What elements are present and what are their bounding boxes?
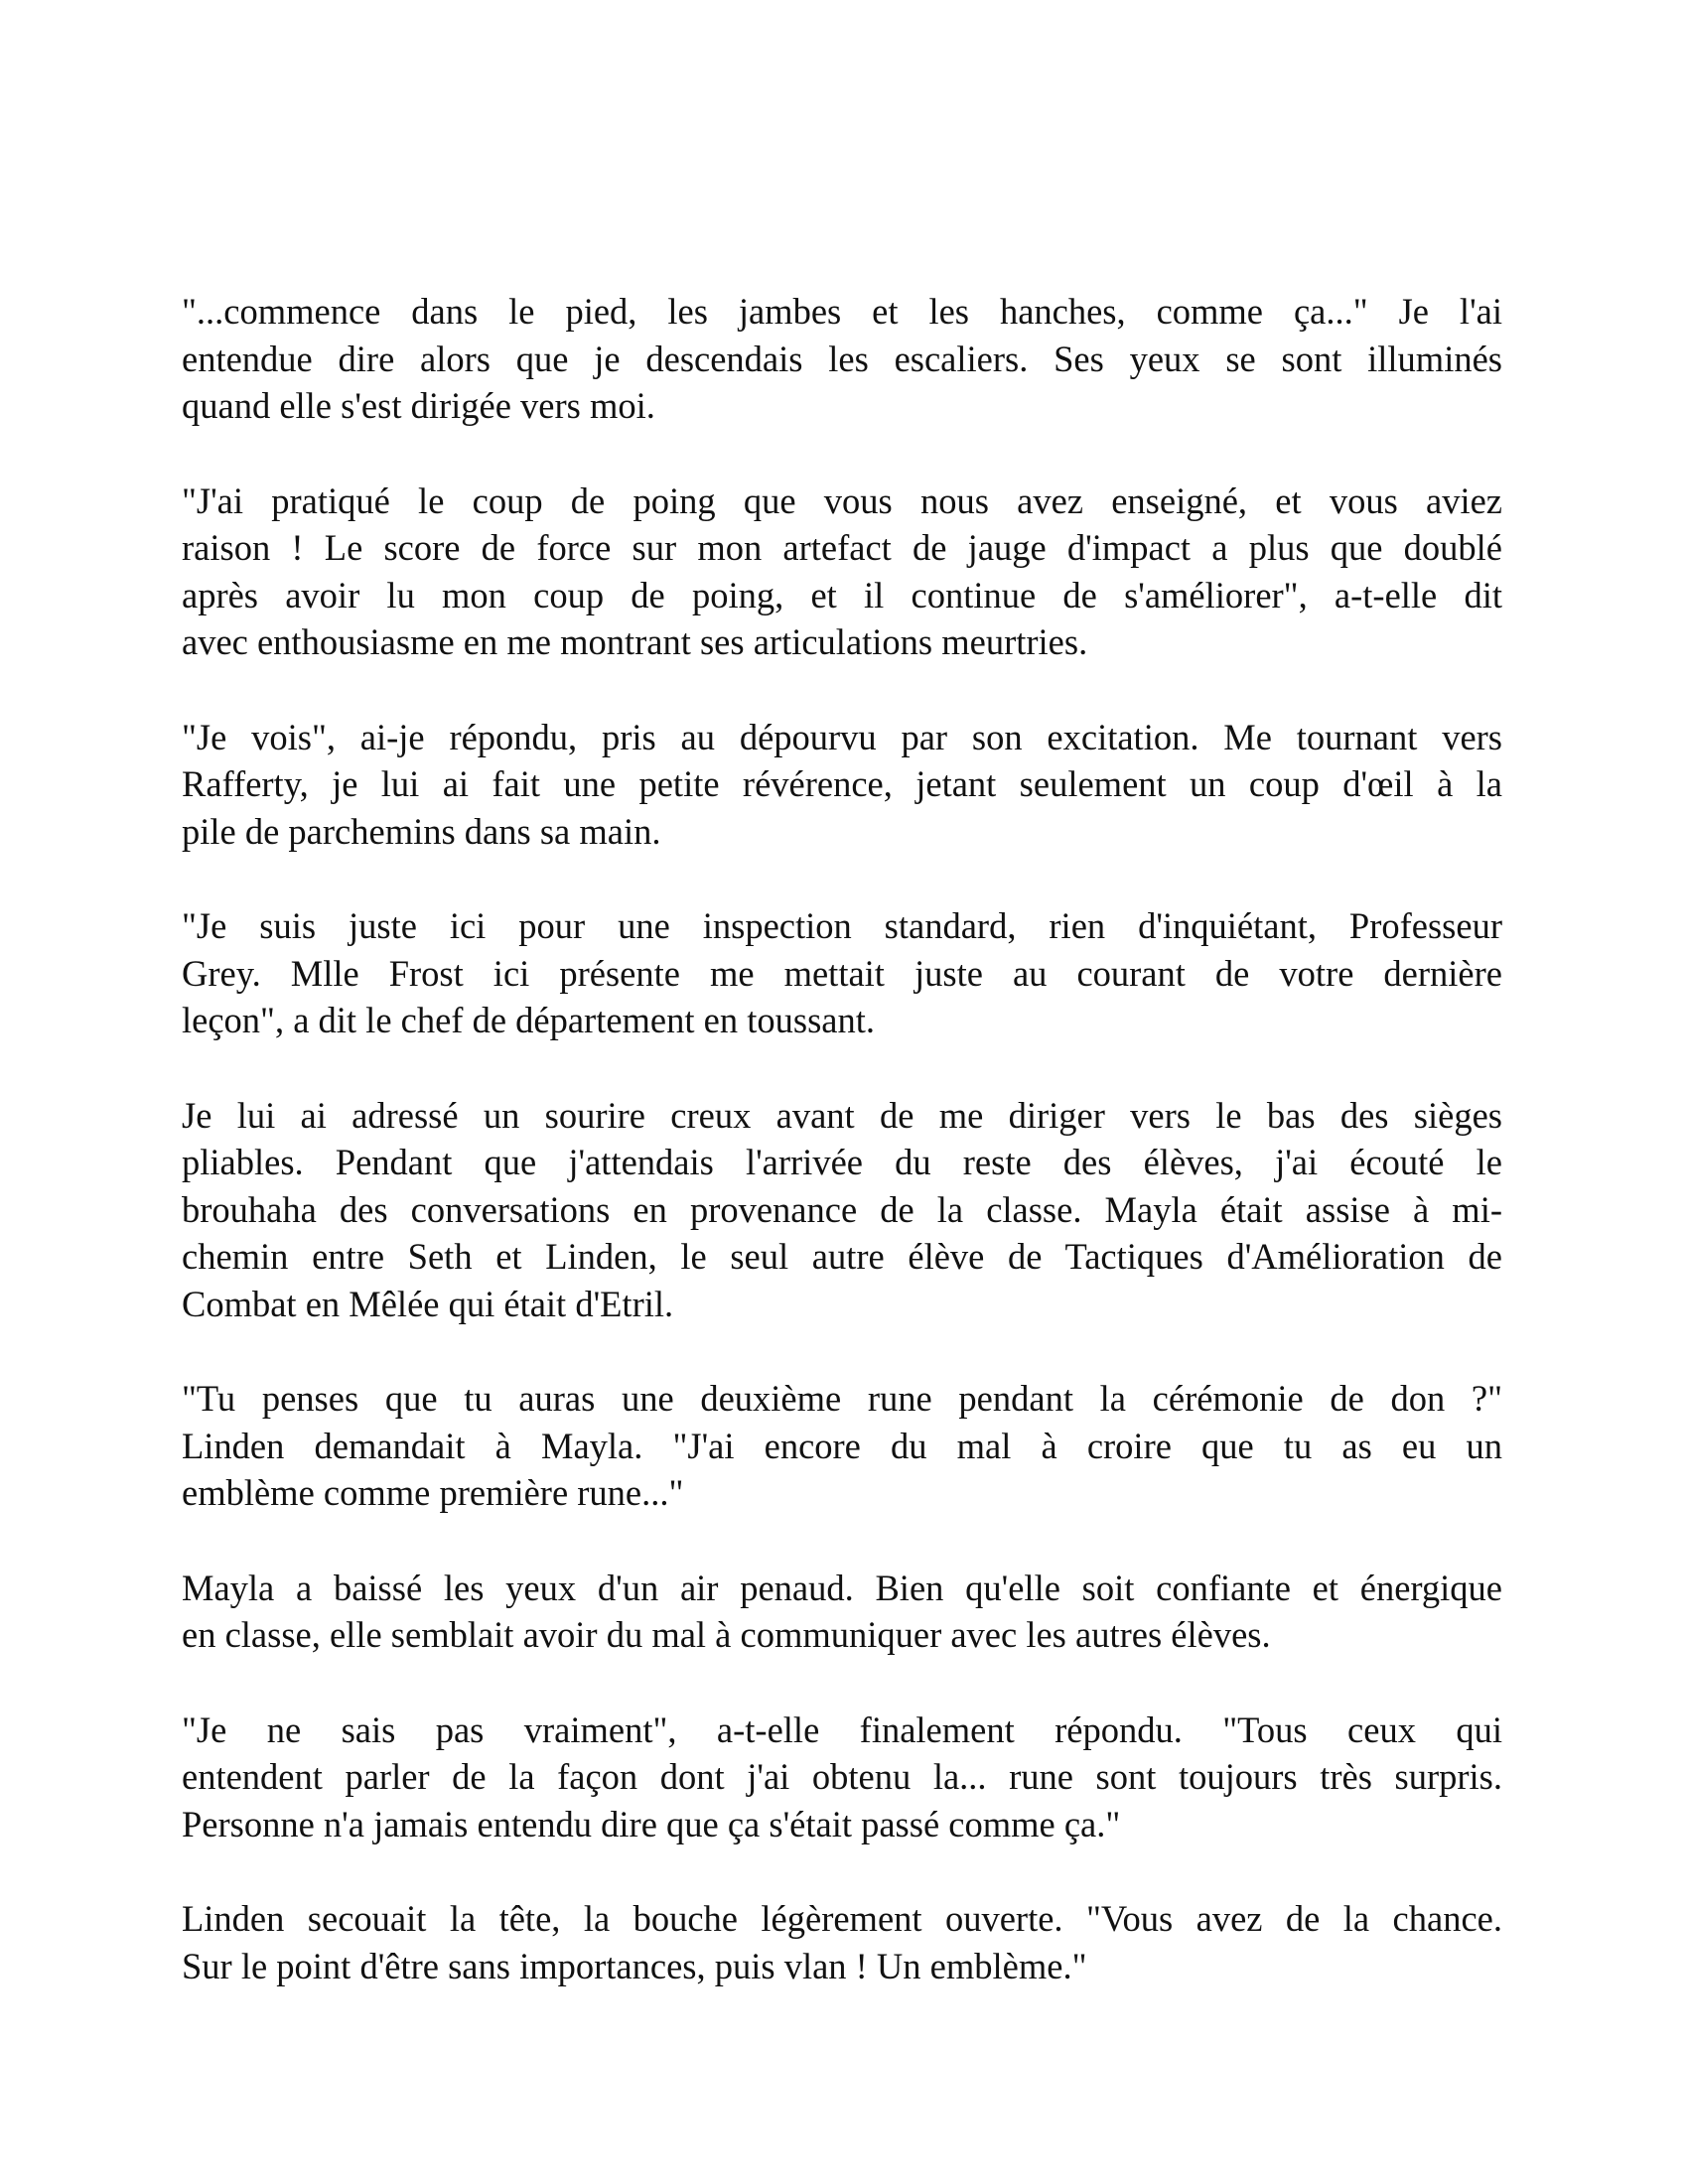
document-page (182, 288, 1502, 2037)
text-line: "Je suis juste ici pour une inspection standard, rien d'inquiétant, Professeur (182, 905, 1502, 946)
text-line: Grey. Mlle Frost ici présente me mettait juste au courant de votre dernière (182, 952, 1502, 994)
text-line: raison ! Le score de force sur mon artefact de jauge d'impact a plus que doublé (182, 527, 1502, 568)
text-line: Combat en Mêlée qui était d'Etril. (182, 1283, 674, 1324)
text-line: entendent parler de la façon dont j'ai obtenu la... rune sont toujours très surpris. (182, 1756, 1502, 1797)
paragraph-6 (182, 1375, 1502, 1517)
paragraph-9 (182, 1895, 1502, 1989)
text-line: pliables. Pendant que j'attendais l'arrivée du reste des élèves, j'ai écouté le (182, 1142, 1502, 1182)
text-line: "J'ai pratiqué le coup de poing que vous nous avez enseigné, et vous aviez (182, 479, 1502, 521)
text-line: après avoir lu mon coup de poing, et il continue de s'améliorer", a-t-elle dit (182, 574, 1502, 615)
text-line: chemin entre Seth et Linden, le seul autre élève de Tactiques d'Amélioration de (182, 1236, 1502, 1277)
paragraph-4 (182, 902, 1502, 1044)
paragraph-7 (182, 1565, 1502, 1659)
paragraph-2 (182, 478, 1502, 666)
text-line: Rafferty, je lui ai fait une petite révérence, jetant seulement un coup d'œil à la (182, 763, 1502, 804)
text-line: "Je vois", ai-je répondu, pris au dépourvu par son excitation. Me tournant vers (182, 716, 1502, 757)
text-line: Je lui ai adressé un sourire creux avant de me diriger vers le bas des sièges (182, 1094, 1502, 1136)
text-line: "...commence dans le pied, les jambes et les hanches, comme ça..." Je l'ai (182, 291, 1502, 332)
text-line: brouhaha des conversations en provenance de la classe. Mayla était assise à mi- (182, 1188, 1502, 1230)
text-line: avec enthousiasme en me montrant ses articulations meurtries. (182, 621, 1088, 662)
paragraph-3 (182, 714, 1502, 856)
text-line: quand elle s'est dirigée vers moi. (182, 385, 655, 426)
paragraph-5 (182, 1092, 1502, 1328)
text-line: "Je ne sais pas vraiment", a-t-elle finalement répondu. "Tous ceux qui (182, 1708, 1502, 1750)
text-line: en classe, elle semblait avoir du mal à communiquer avec les autres élèves. (182, 1614, 1271, 1655)
text-line: Linden secouait la tête, la bouche légèrement ouverte. "Vous avez de la chance. (182, 1898, 1502, 1939)
text-line: Mayla a baissé les yeux d'un air penaud. Bien qu'elle soit confiante et énergique (182, 1567, 1502, 1608)
text-line: Personne n'a jamais entendu dire que ça s'était passé comme ça." (182, 1803, 1121, 1844)
text-line: "Tu penses que tu auras une deuxième rune pendant la cérémonie de don ?" (182, 1378, 1502, 1419)
text-line: entendue dire alors que je descendais les escaliers. Ses yeux se sont illuminés (182, 338, 1502, 379)
paragraph-8 (182, 1706, 1502, 1848)
paragraph-1 (182, 288, 1502, 430)
text-line: Linden demandait à Mayla. "J'ai encore du mal à croire que tu as eu un (182, 1425, 1502, 1466)
text-line: emblème comme première rune..." (182, 1472, 684, 1513)
text-line: pile de parchemins dans sa main. (182, 810, 661, 852)
text-line: Sur le point d'être sans importances, puis vlan ! Un emblème." (182, 1945, 1087, 1986)
text-line: leçon", a dit le chef de département en toussant. (182, 1000, 875, 1040)
